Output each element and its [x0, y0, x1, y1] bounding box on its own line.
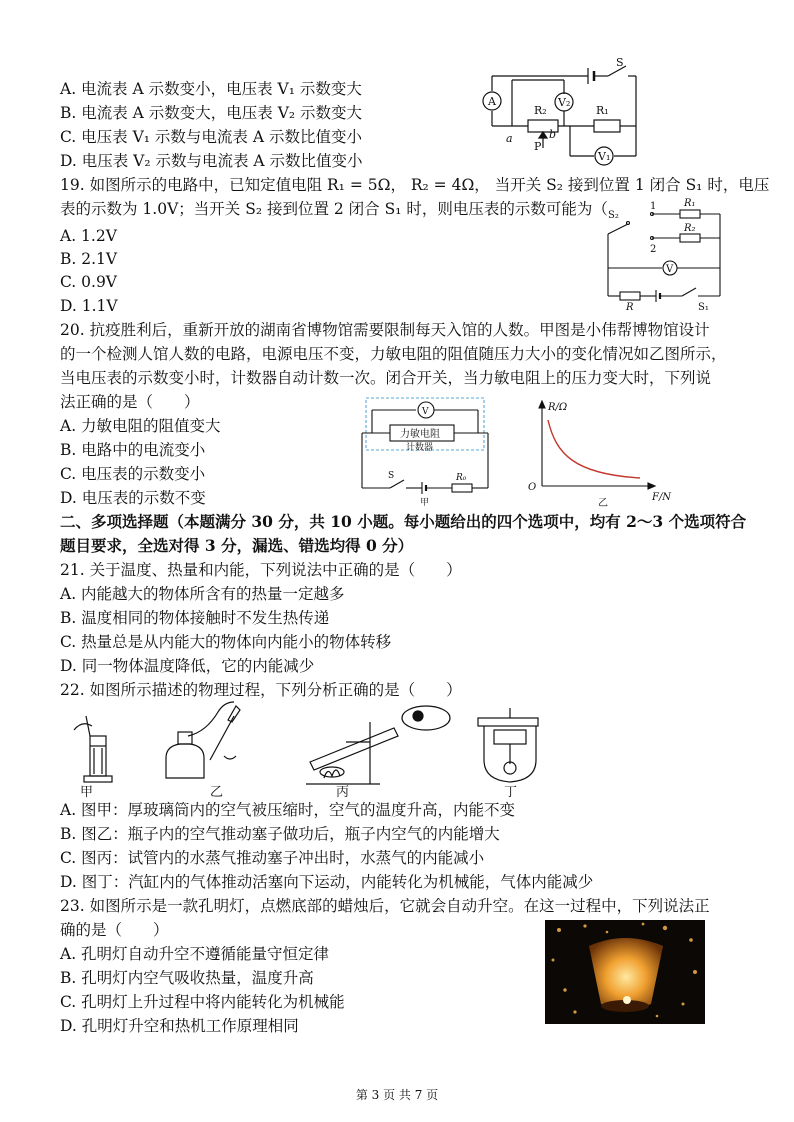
q20-option-a: A. 力敏电阻的阻值变大 [60, 417, 221, 435]
q22-option-c: C. 图丙：试管内的水蒸气推动塞子冲出时，水蒸气的内能减小 [60, 849, 485, 867]
q19-option-b: B. 2.1V [60, 250, 118, 268]
q18-option-b: B. 电流表 A 示数变大，电压表 V₂ 示数变大 [60, 104, 363, 122]
q20-figure-jia [360, 396, 490, 508]
q18-label-a: a [506, 132, 513, 145]
q21-option-c: C. 热量总是从内能大的物体向内能小的物体转移 [60, 633, 392, 651]
q19-option-d: D. 1.1V [60, 297, 118, 315]
q18-circuit-figure [476, 58, 646, 174]
q23-option-d: D. 孔明灯升空和热机工作原理相同 [60, 1017, 299, 1035]
q20-stem-line4: 法正确的是（ ） [60, 393, 200, 411]
q20-jia-label-counter: 计数器 [406, 443, 434, 453]
q22-figures [60, 700, 580, 800]
q20-stem-line2: 的一个检测人馆人数的电路，电源电压不变，力敏电阻的阻值随压力大小的变化情况如乙图所示， [60, 345, 727, 363]
section2-heading-line1: 二、多项选择题（本题满分 30 分，共 10 小题。每小题给出的四个选项中，均有 2～3 个选项符合 [60, 512, 747, 531]
page-footer: 第 3 页 共 7 页 [355, 1088, 439, 1102]
q20-stem-line3: 当电压表的示数变小时，计数器自动计数一次。闭合开关，当力敏电阻上的压力变大时，下列说 [60, 369, 712, 387]
q20-jia-label-resistor: 力敏电阻 [400, 429, 440, 440]
q20-stem-line1: 20. 抗疫胜利后，重新开放的湖南省博物馆需要限制每天入馆的人数。甲图是小伟帮博物馆设计 [60, 321, 710, 339]
q18-label-r1: R₁ [596, 104, 609, 117]
q21-option-b: B. 温度相同的物体接触时不发生热传递 [60, 609, 330, 627]
q23-stem-line2: 确的是（ ） [60, 921, 169, 939]
q20-option-d: D. 电压表的示数不变 [60, 489, 206, 507]
q20-yi-caption: 乙 [598, 498, 608, 509]
q19-label-r2: R₂ [684, 223, 696, 234]
q18-label-p: P [534, 140, 542, 153]
q18-option-d: D. 电压表 V₂ 示数与电流表 A 示数比值变小 [60, 152, 363, 170]
q19-stem-line2: 表的示数为 1.0V；当开关 S₂ 接到位置 2 闭合 S₁ 时，则电压表的示数可能为（ [60, 200, 608, 218]
q19-label-r: R [626, 302, 634, 313]
q20-yi-xlabel: F/N [652, 492, 672, 503]
q23-option-b: B. 孔明灯内空气吸收热量，温度升高 [60, 969, 314, 987]
q19-option-a: A. 1.2V [60, 227, 117, 245]
q20-jia-label-v: V [422, 407, 429, 417]
q19-label-s2: S₂ [608, 210, 619, 221]
q23-option-a: A. 孔明灯自动升空不遵循能量守恒定律 [60, 945, 330, 963]
q19-label-r1: R₁ [684, 198, 696, 209]
q21-option-d: D. 同一物体温度降低，它的内能减少 [60, 657, 315, 675]
q20-option-c: C. 电压表的示数变小 [60, 465, 206, 483]
q19-circuit-figure [600, 196, 728, 314]
q21-option-a: A. 内能越大的物体所含有的热量一定越多 [60, 585, 345, 603]
q22-stem: 22. 如图所示描述的物理过程，下列分析正确的是（ ） [60, 681, 462, 699]
q19-option-c: C. 0.9V [60, 273, 118, 291]
q22-caption-jia: 甲 [80, 785, 94, 800]
q20-figure-yi [522, 398, 682, 510]
q19-label-pos2: 2 [650, 244, 657, 255]
q19-label-pos1: 1 [650, 201, 657, 212]
sky-lantern-photo [545, 920, 705, 1024]
q22-option-d: D. 图丁：汽缸内的气体推动活塞向下运动，内能转化为机械能，气体内能减少 [60, 873, 594, 891]
q18-label-v2: V₂ [558, 96, 571, 109]
q20-yi-ylabel: R/Ω [548, 402, 568, 413]
q20-jia-label-r0: R₀ [456, 473, 467, 483]
q18-label-v1: V₁ [598, 150, 611, 163]
q18-option-a: A. 电流表 A 示数变小，电压表 V₁ 示数变大 [60, 80, 362, 98]
q18-label-r2: R₂ [534, 104, 547, 117]
q19-label-v: V [666, 264, 674, 275]
section2-heading-line2: 题目要求，全选对得 3 分，漏选、错选均得 0 分） [60, 536, 414, 555]
q18-option-c: C. 电压表 V₁ 示数与电流表 A 示数比值变小 [60, 128, 362, 146]
q20-yi-origin: O [528, 482, 537, 493]
q19-stem-line1: 19. 如图所示的电路中，已知定值电阻 R₁ = 5Ω， R₂ = 4Ω， 当开关 S₂ 接到位置 1 闭合 S₁ 时，电压 [60, 176, 770, 194]
q20-jia-caption: 甲 [420, 498, 430, 508]
q20-jia-label-s: S [388, 471, 395, 481]
q18-label-b: b [549, 128, 557, 141]
q18-label-s: S [616, 58, 624, 69]
q18-label-ammeter: A [488, 95, 496, 108]
q23-option-c: C. 孔明灯上升过程中将内能转化为机械能 [60, 993, 345, 1011]
q22-caption-bing: 丙 [336, 785, 350, 800]
q19-label-s1: S₁ [698, 302, 709, 313]
q22-caption-ding: 丁 [504, 785, 518, 800]
q22-option-b: B. 图乙：瓶子内的空气推动塞子做功后，瓶子内空气的内能增大 [60, 825, 500, 843]
q21-stem: 21. 关于温度、热量和内能，下列说法中正确的是（ ） [60, 561, 462, 579]
q22-caption-yi: 乙 [210, 785, 224, 800]
q20-option-b: B. 电路中的电流变小 [60, 441, 206, 459]
q22-option-a: A. 图甲：厚玻璃筒内的空气被压缩时，空气的温度升高，内能不变 [60, 801, 516, 819]
q23-stem-line1: 23. 如图所示是一款孔明灯，点燃底部的蜡烛后，它就会自动升空。在这一过程中，下列说法正 [60, 897, 710, 915]
